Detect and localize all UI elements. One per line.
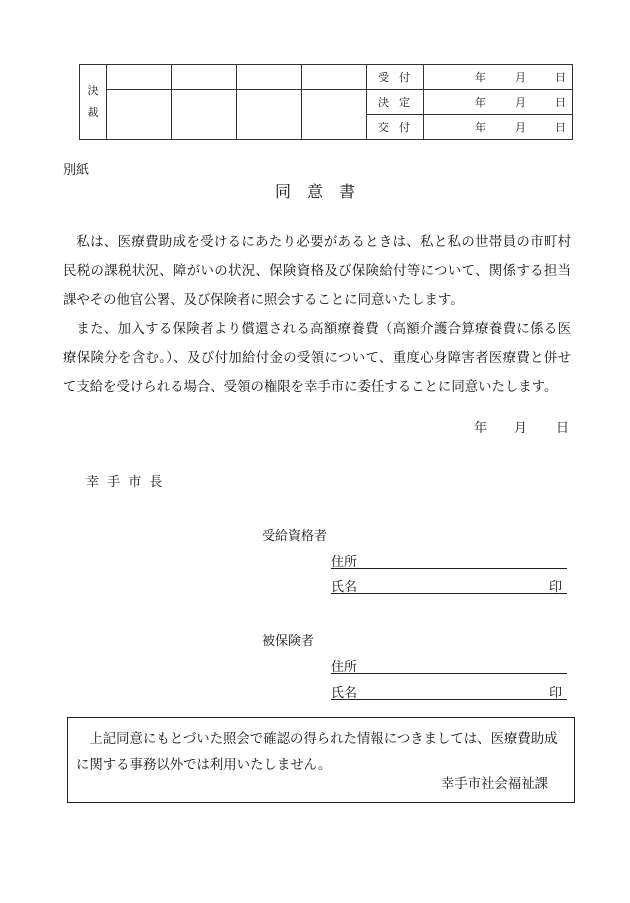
recipient-address-field[interactable] (331, 568, 567, 569)
seal-box[interactable] (302, 90, 367, 140)
recipient-seal-mark: 印 (549, 580, 563, 595)
kessai-char: 決 (87, 84, 99, 97)
notice-text: 上記同意にもとづいた照会で確認の得られた情報につきましては、医療費助成に関する事務以外では利用いたしません。 (76, 732, 558, 773)
recipient-name-label: 氏名 (331, 580, 358, 595)
attachment-label: 別紙 (63, 163, 90, 178)
seal-box-header[interactable] (172, 65, 237, 90)
consent-body (63, 228, 571, 402)
recipient-address-label: 住所 (331, 555, 358, 570)
notice-box (67, 717, 575, 803)
row-label-issued: 交付 (367, 115, 424, 140)
consent-paragraph: 私は、医療費助成を受けるにあたり必要があるときは、私と私の世帯員の市町村民税の課税状況、障がいの状況、保険資格及び保険給付等について、関係する担当課やその他官公署、及び保険者に照会することに同意いたします。 (63, 235, 571, 308)
seal-box-header[interactable] (237, 65, 302, 90)
row-label-received: 受付 (367, 65, 424, 90)
document-title: 同 意 書 (274, 182, 355, 201)
date-issued[interactable]: 年 月 日 (424, 115, 573, 140)
seal-box-header[interactable] (107, 65, 172, 90)
kessai-char: 裁 (87, 106, 99, 119)
seal-box[interactable] (172, 90, 237, 140)
insured-address-label: 住所 (331, 660, 358, 675)
date-decided[interactable]: 年 月 日 (424, 90, 573, 115)
department-name: 幸手市社会福祉課 (440, 777, 548, 792)
approval-table (79, 64, 573, 140)
recipient-name-field[interactable] (331, 593, 567, 594)
addressee: 幸 手 市 長 (86, 475, 165, 490)
seal-box[interactable] (107, 90, 172, 140)
insured-address-field[interactable] (331, 673, 567, 674)
kessai-cell (80, 65, 107, 140)
row-label-decided: 決定 (367, 90, 424, 115)
insured-heading: 被保険者 (262, 634, 315, 649)
consent-paragraph: また、加入する保険者より償還される高額療養費（高額介護合算療養費に係る医療保険分を含む。）、及び付加給付金の受領について、重度心身障害者医療費と併せて支給を受けられる場合、受領の権限を幸手市に委任することに同意いたします。 (63, 322, 571, 395)
date-received[interactable]: 年 月 日 (424, 65, 573, 90)
insured-name-field[interactable] (331, 699, 567, 700)
seal-box-header[interactable] (302, 65, 367, 90)
insured-seal-mark: 印 (549, 686, 563, 701)
recipient-heading: 受給資格者 (262, 529, 328, 544)
seal-box[interactable] (237, 90, 302, 140)
insured-name-label: 氏名 (331, 686, 358, 701)
